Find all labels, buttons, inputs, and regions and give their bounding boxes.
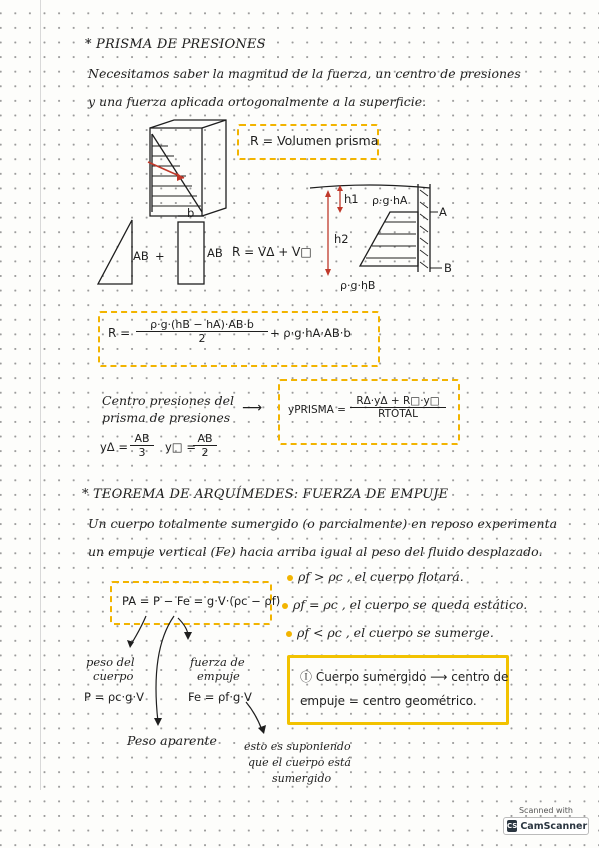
width-label-b: b	[187, 206, 195, 220]
margin-line	[40, 0, 41, 790]
apparent-weight-equation: PA = P − Fe = g·V·(ρc − ρf)	[122, 594, 281, 608]
bullet-floats: ρf > ρc , el cuerpo flotará.	[298, 569, 464, 584]
bullet-dot	[287, 575, 293, 581]
y-triangle-fraction	[130, 432, 154, 459]
y-triangle-label: yΔ =	[100, 440, 128, 454]
centro-line-1: Centro presiones del	[102, 393, 235, 408]
camscanner-icon: CS	[507, 822, 518, 830]
fuerza-label-1: fuerza de	[190, 655, 245, 669]
y-rect-den: 2	[201, 446, 209, 459]
y-rect-num: AB	[193, 432, 217, 446]
formula-fraction	[136, 318, 268, 345]
buoyancy-formula: Fe = ρf·g·V	[188, 690, 252, 704]
y-triangle-den: 3	[138, 446, 146, 459]
assumption-line-1: esto es suponiendo	[244, 740, 351, 753]
point-a-label: A	[439, 205, 447, 219]
centro-arrow-icon: ⟶	[242, 400, 263, 416]
weight-formula: P = ρc·g·V	[84, 690, 144, 704]
triangle-height-label: AB	[133, 249, 149, 263]
badge-logo	[503, 817, 589, 835]
section-title-prisma: * PRISMA DE PRESIONES	[85, 37, 266, 52]
center-of-buoyancy-note-box	[287, 655, 509, 725]
y-prisma-num: RΔ·yΔ + R□·y□	[350, 395, 446, 408]
centro-line-2: prisma de presiones	[102, 410, 231, 425]
y-rect-label: y□ =	[165, 440, 196, 454]
point-b-label: B	[444, 261, 452, 275]
rect-height-label: AB	[207, 246, 223, 260]
r-definition-text: R = Volumen prisma	[250, 133, 379, 148]
arquimedes-line-2: un empuje vertical (Fe) hacia arriba igual al peso del fluido desplazado.	[88, 544, 543, 559]
pressure-bottom-label: ρ·g·hB	[340, 279, 376, 292]
y-prisma-label: yPRISMA =	[288, 404, 346, 416]
note-line-2: empuje = centro geométrico.	[300, 694, 477, 708]
pressure-top-label: ρ·g·hA	[372, 194, 408, 207]
peso-label-1: peso del	[86, 655, 135, 669]
note-line-1: Ⓘ Cuerpo sumergido ⟶ centro de	[300, 670, 509, 684]
prism-3d-figure	[122, 120, 234, 220]
badge-caption: Scanned with	[518, 806, 574, 815]
y-triangle-num: AB	[130, 432, 154, 446]
peso-label-2: cuerpo	[93, 669, 134, 683]
fuerza-label-2: empuje	[197, 669, 240, 683]
intro-line-2: y una fuerza aplicada ortogonalmente a la superficie.	[88, 94, 427, 109]
bullet-static: ρf = ρc , el cuerpo se queda estático.	[293, 597, 528, 612]
h2-label: h2	[334, 232, 349, 246]
bullet-sinks: ρf < ρc , el cuerpo se sumerge.	[297, 625, 494, 640]
assumption-line-2: que el cuerpo está	[248, 756, 351, 769]
apparent-weight-label: Peso aparente	[127, 733, 217, 748]
plus-sign: +	[155, 249, 165, 263]
formula-tail: + ρ·g·hA·AB·b	[270, 326, 351, 340]
bullet-dot	[286, 631, 292, 637]
assumption-line-3: sumergido	[272, 772, 332, 785]
volume-sum: R = VΔ + V□	[232, 245, 312, 259]
camscanner-badge	[503, 806, 589, 840]
y-prisma-fraction	[350, 395, 446, 420]
h1-label: h1	[344, 192, 359, 206]
y-prisma-den: RTOTAL	[378, 408, 418, 420]
badge-name: CamScanner	[520, 820, 588, 832]
formula-denominator: 2	[198, 332, 206, 345]
bullet-dot	[282, 603, 288, 609]
y-rect-fraction	[193, 432, 217, 459]
intro-line-1: Necesitamos saber la magnitud de la fuerza, un centro de presiones	[88, 66, 521, 81]
arquimedes-line-1: Un cuerpo totalmente sumergido (o parcialmente) en reposo experimenta	[88, 516, 558, 531]
formula-numerator: ρ·g·(hB − hA)·AB·b	[136, 318, 268, 332]
formula-lead: R =	[108, 326, 131, 340]
section-title-arquimedes: * TEOREMA DE ARQUÍMEDES: FUERZA DE EMPUJE	[82, 487, 449, 502]
